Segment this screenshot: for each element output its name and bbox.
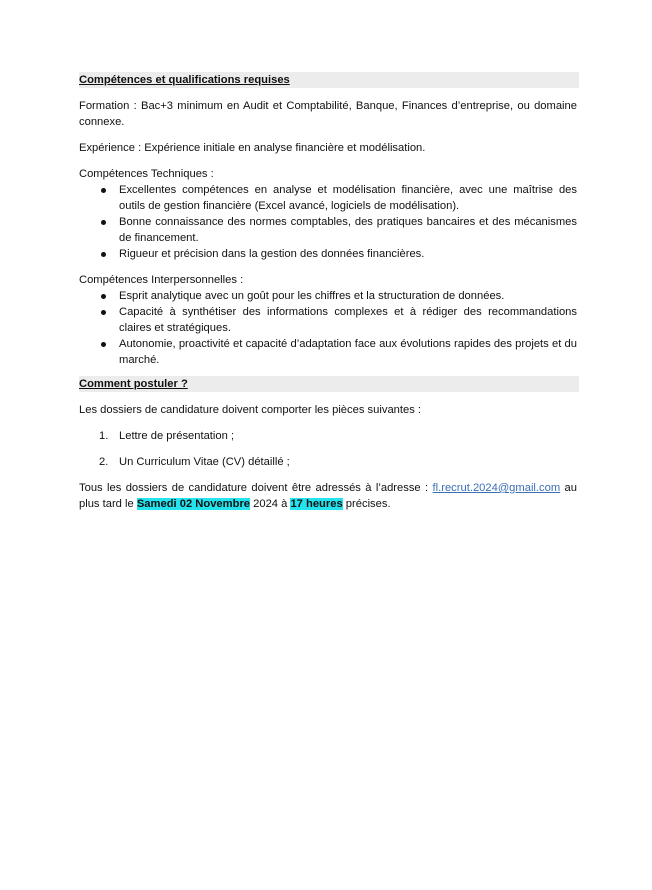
list-item-text: Lettre de présentation ;: [119, 430, 235, 442]
tech-skills-label: Compétences Techniques :: [79, 168, 214, 180]
submission-text: au plus tard le: [79, 482, 577, 510]
list-item: Autonomie, proactivité et capacité d’adaptation face aux évolutions rapides des projets et du marché.: [79, 336, 577, 368]
list-item: [79, 454, 577, 470]
list-number: 1.: [99, 430, 109, 442]
section-heading-postuler: Comment postuler ?: [79, 376, 579, 392]
deadline-time-highlight: 17 heures: [290, 498, 343, 510]
email-link[interactable]: fl.recrut.2024@gmail.com: [432, 482, 561, 494]
list-item: Rigueur et précision dans la gestion des données financières.: [79, 246, 577, 262]
list-item: [79, 428, 577, 444]
list-item-text: Un Curriculum Vitae (CV) détaillé ;: [119, 456, 290, 468]
submission-text: Tous les dossiers de candidature doivent être adressés à l’adresse :: [79, 482, 433, 494]
submission-text: précises.: [342, 498, 391, 510]
deadline-date-highlight: Samedi 02 Novembre: [136, 498, 251, 510]
experience-paragraph: Expérience : Expérience initiale en analyse financière et modélisation.: [79, 142, 426, 154]
submission-paragraph: [79, 480, 577, 512]
list-item: Excellentes compétences en analyse et modélisation financière, avec une maîtrise des outils de gestion financière (Excel avancé, logiciels de modélisation).: [79, 182, 577, 214]
list-item: Bonne connaissance des normes comptables, des pratiques bancaires et des mécanismes de financement.: [79, 214, 577, 246]
list-number: 2.: [99, 456, 109, 468]
interpersonal-skills-list: [79, 288, 577, 368]
formation-paragraph: Formation : Bac+3 minimum en Audit et Comptabilité, Banque, Finances d’entreprise, ou domaine connexe.: [79, 100, 577, 128]
tech-skills-list: [79, 182, 577, 262]
document-content: [79, 72, 577, 512]
section-heading-competences: Compétences et qualifications requises: [79, 72, 579, 88]
list-item: Capacité à synthétiser des informations complexes et à rédiger des recommandations claires et stratégiques.: [79, 304, 577, 336]
list-item: Esprit analytique avec un goût pour les chiffres et la structuration de données.: [79, 288, 577, 304]
required-documents-list: [79, 428, 577, 470]
submission-text: 2024 à: [250, 498, 291, 510]
interpersonal-skills-label: Compétences Interpersonnelles :: [79, 274, 244, 286]
application-intro: Les dossiers de candidature doivent comporter les pièces suivantes :: [79, 404, 422, 416]
